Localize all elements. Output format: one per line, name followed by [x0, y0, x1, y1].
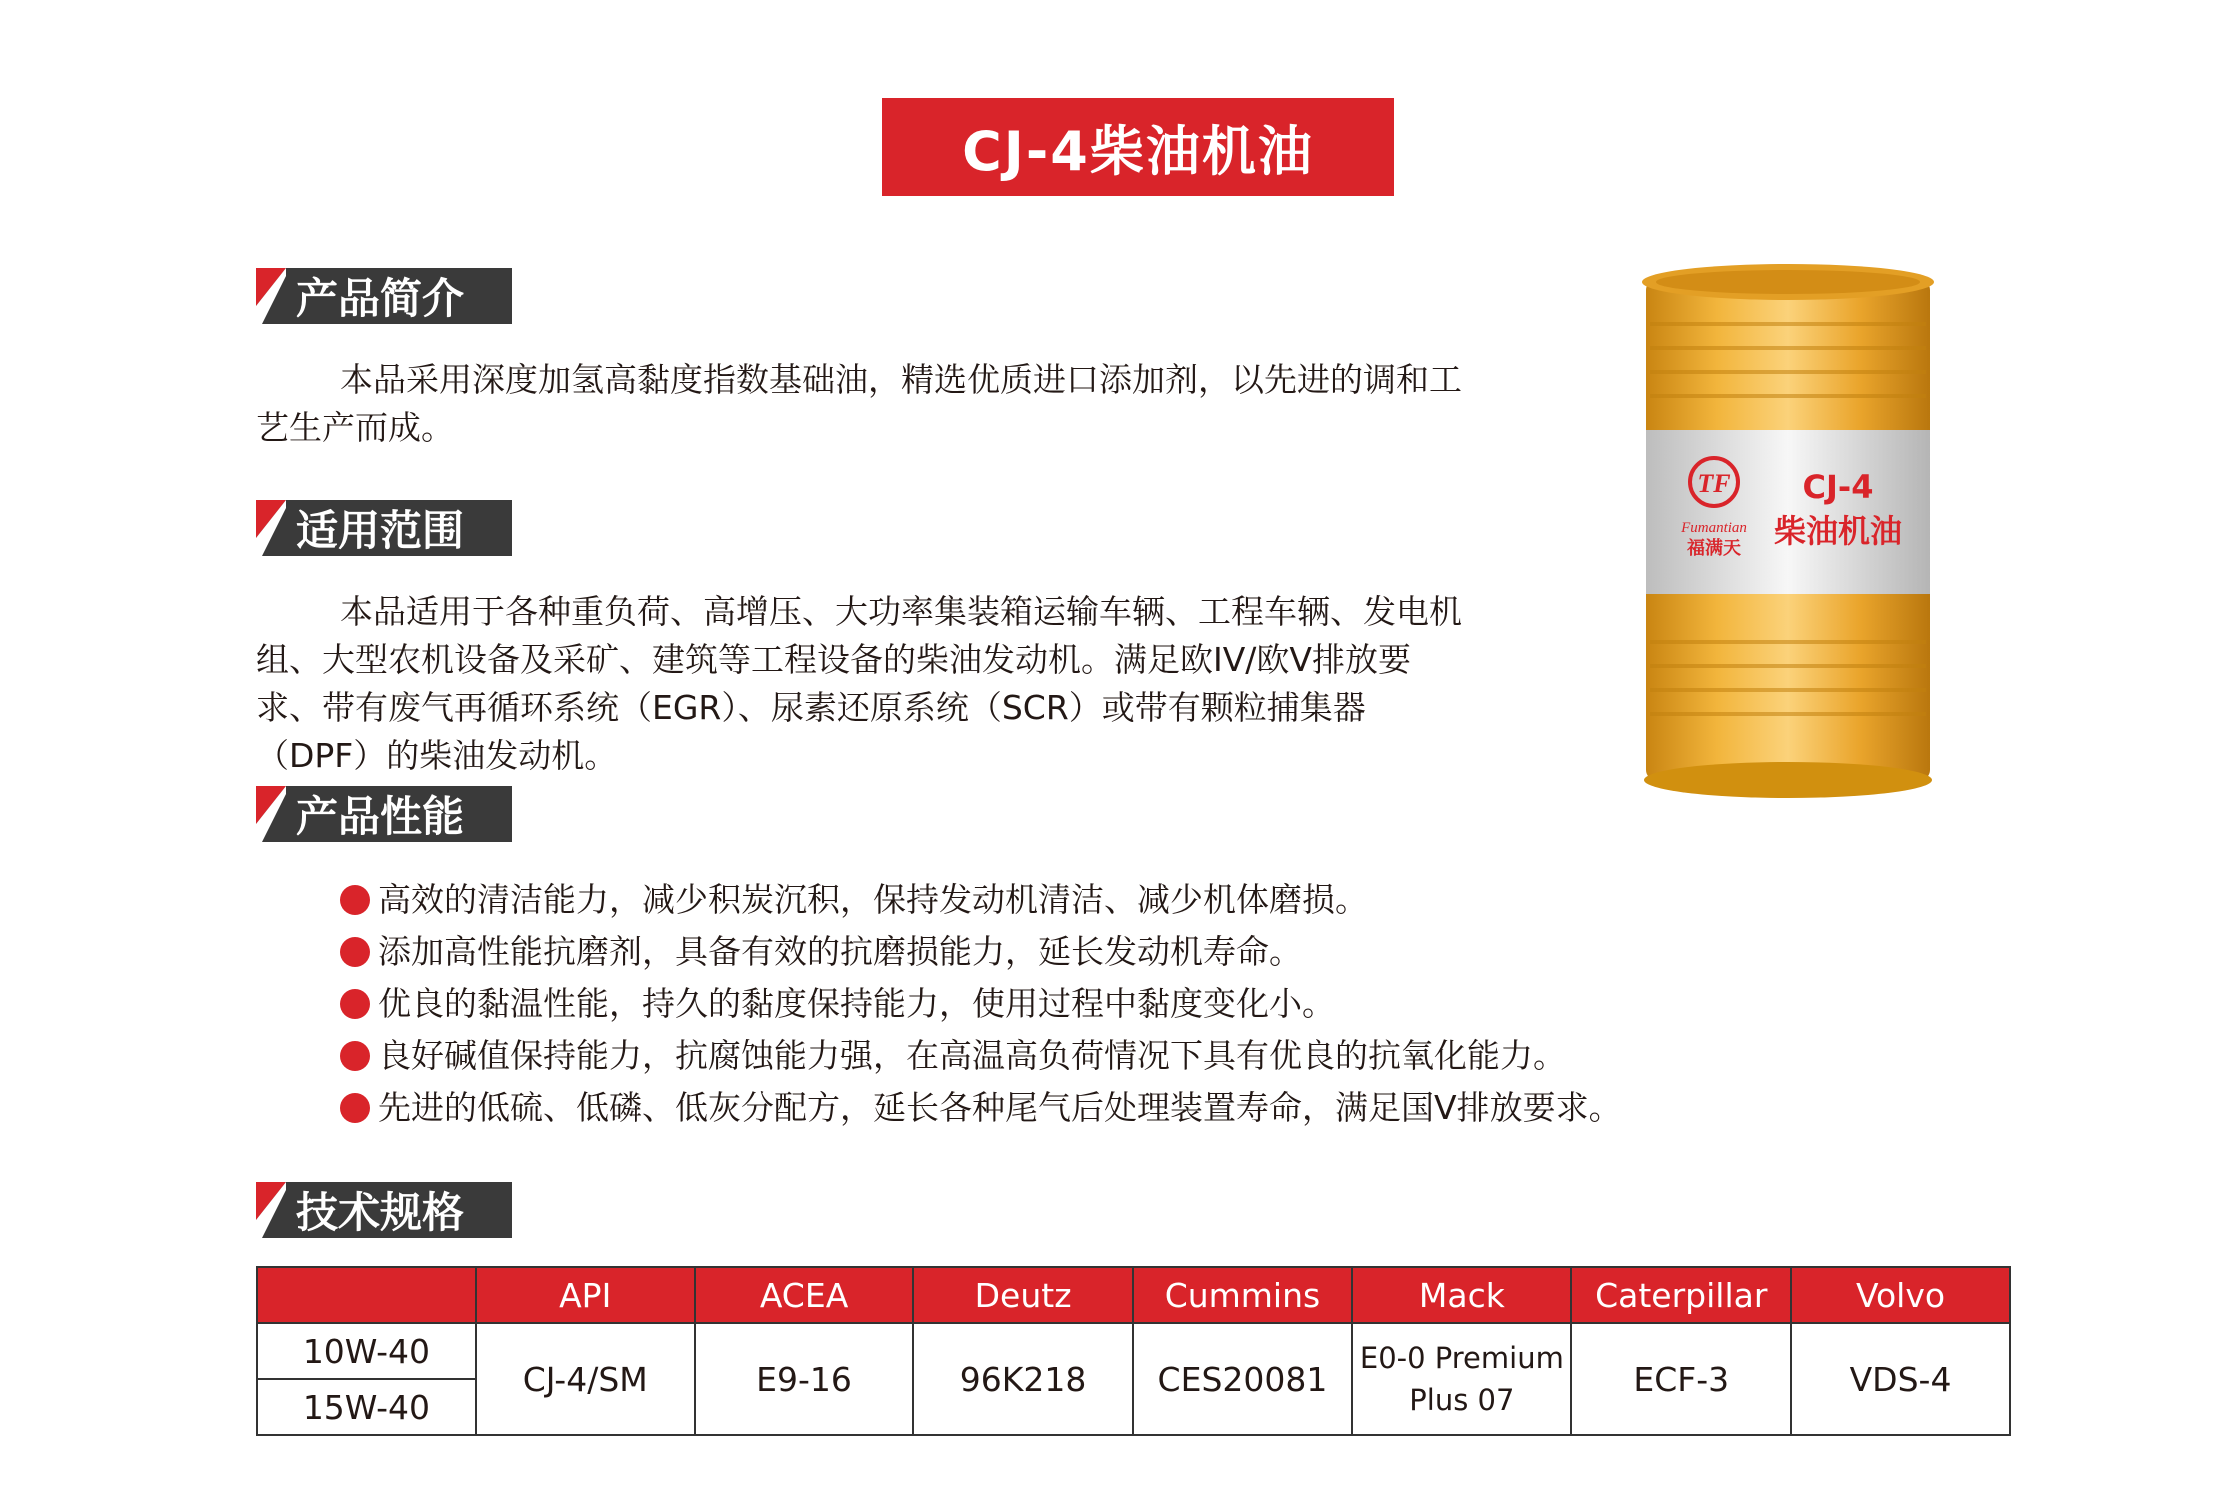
section-heading-label: 技术规格 — [296, 1188, 465, 1237]
bullet-dot-icon — [340, 1041, 370, 1071]
drum-logo-text: Fumantian — [1681, 520, 1747, 536]
heading-slash-icon — [256, 268, 286, 324]
section-heading-intro — [256, 268, 512, 324]
table-header: Caterpillar — [1571, 1267, 1791, 1323]
table-cell: VDS-4 — [1791, 1323, 2010, 1435]
drum-model: CJ-4 — [1802, 468, 1874, 506]
grade-cell: 15W-40 — [257, 1379, 476, 1435]
table-cell: CES20081 — [1133, 1323, 1353, 1435]
drum-brand: 福满天 — [1687, 538, 1741, 559]
table-cell: CJ-4/SM — [476, 1323, 695, 1435]
bullet-dot-icon — [340, 885, 370, 915]
grade-cell: 10W-40 — [257, 1323, 476, 1379]
table-cell: ECF-3 — [1571, 1323, 1791, 1435]
section-heading-label: 适用范围 — [296, 506, 465, 555]
section-heading-performance — [256, 786, 512, 842]
performance-list — [340, 874, 1622, 1134]
section-heading-spec — [256, 1182, 512, 1238]
list-item: 优良的黏温性能，持久的黏度保持能力，使用过程中黏度变化小。 — [340, 978, 1622, 1030]
section-heading-scope — [256, 500, 512, 556]
scope-text: 本品适用于各种重负荷、高增压、大功率集装箱运输车辆、工程车辆、发电机组、大型农机设备及采矿、建筑等工程设备的柴油发动机。满足欧IV/欧V排放要求、带有废气再循环系统（EGR）、尿素还原系统（SCR）或带有颗粒捕集器（DPF）的柴油发动机。 — [256, 592, 1462, 775]
list-item: 良好碱值保持能力，抗腐蚀能力强，在高温高负荷情况下具有优良的抗氧化能力。 — [340, 1030, 1622, 1082]
table-cell: E0-0 Premium Plus 07 — [1352, 1323, 1571, 1435]
table-row — [257, 1323, 2010, 1379]
section-heading-label: 产品简介 — [296, 274, 465, 323]
table-header: Volvo — [1791, 1267, 2010, 1323]
table-header — [257, 1267, 476, 1323]
table-cell: 96K218 — [913, 1323, 1132, 1435]
table-header-row — [257, 1267, 2010, 1323]
drum-product-name: 柴油机油 — [1773, 512, 1903, 550]
table-header: Cummins — [1133, 1267, 1353, 1323]
bullet-dot-icon — [340, 1093, 370, 1123]
oil-drum-image — [1638, 262, 1938, 802]
heading-slash-icon — [256, 786, 286, 842]
bullet-dot-icon — [340, 937, 370, 967]
svg-text:TF: TF — [1697, 469, 1731, 498]
list-item: 添加高性能抗磨剂，具备有效的抗磨损能力，延长发动机寿命。 — [340, 926, 1622, 978]
spec-table — [256, 1266, 2011, 1436]
list-item: 先进的低硫、低磷、低灰分配方，延长各种尾气后处理装置寿命，满足国V排放要求。 — [340, 1082, 1622, 1134]
table-header: ACEA — [695, 1267, 914, 1323]
bullet-dot-icon — [340, 989, 370, 1019]
table-header: API — [476, 1267, 695, 1323]
section-heading-label: 产品性能 — [296, 792, 465, 841]
table-header: Deutz — [913, 1267, 1132, 1323]
table-cell: E9-16 — [695, 1323, 914, 1435]
heading-slash-icon — [256, 1182, 286, 1238]
intro-text: 本品采用深度加氢高黏度指数基础油，精选优质进口添加剂，以先进的调和工艺生产而成。 — [256, 360, 1462, 447]
heading-slash-icon — [256, 500, 286, 556]
list-item: 高效的清洁能力，减少积炭沉积，保持发动机清洁、减少机体磨损。 — [340, 874, 1622, 926]
table-header: Mack — [1352, 1267, 1571, 1323]
page-title: CJ-4柴油机油 — [882, 98, 1394, 196]
